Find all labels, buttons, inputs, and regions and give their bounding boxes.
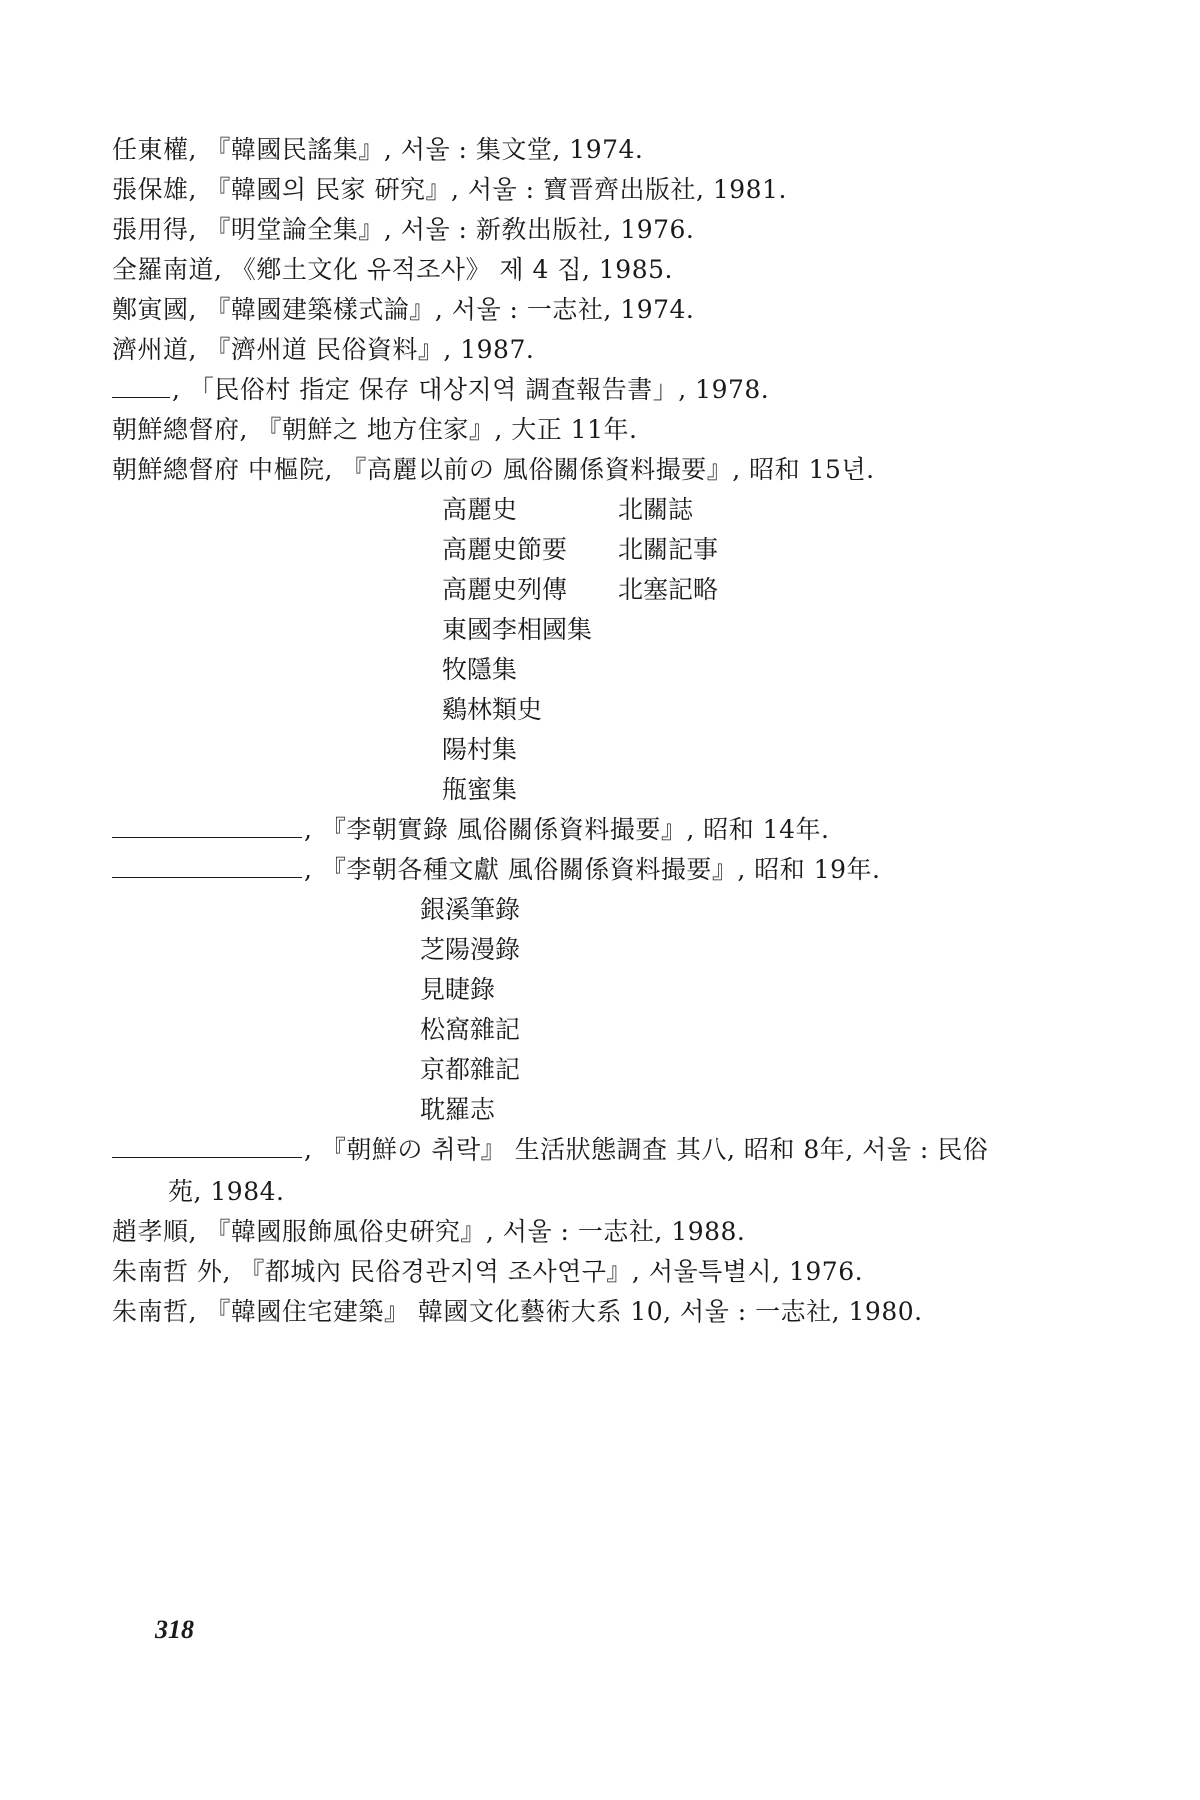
sublist-item: 甁蜜集: [442, 775, 518, 804]
page-number: 318: [155, 1615, 194, 1644]
reference-entry: 張保雄, 『韓國의 民家 硏究』, 서울 : 寶晋齊出版社, 1981.: [112, 175, 787, 204]
sublist-item: 高麗史列傳: [442, 575, 568, 604]
reference-entry: 濟州道, 『濟州道 民俗資料』, 1987.: [112, 335, 535, 364]
sublist-item: 高麗史節要: [442, 535, 568, 564]
sublist-item: 松窩雜記: [420, 1015, 521, 1044]
reference-continuation: 苑, 1984.: [168, 1177, 285, 1206]
reference-entry: 朝鮮總督府, 『朝鮮之 地方住家』, 大正 11年.: [112, 415, 638, 444]
reference-text: , 『李朝各種文獻 風俗關係資料撮要』, 昭和 19年.: [304, 855, 881, 884]
reference-entry: 朱南哲 外, 『都城內 民俗경관지역 조사연구』, 서울특별시, 1976.: [112, 1257, 864, 1286]
sublist-item: 陽村集: [442, 735, 518, 764]
reference-entry: 鄭寅國, 『韓國建築樣式論』, 서울 : 一志社, 1974.: [112, 295, 695, 324]
ditto-line: [112, 815, 302, 838]
sublist-item: 牧隱集: [442, 655, 518, 684]
reference-entry: 任東權, 『韓國民謠集』, 서울 : 集文堂, 1974.: [112, 135, 644, 164]
reference-entry: 趙孝順, 『韓國服飾風俗史硏究』, 서울 : 一志社, 1988.: [112, 1217, 746, 1246]
ditto-line: [112, 855, 302, 878]
sublist-item: 銀溪筆錄: [420, 895, 521, 924]
ditto-line: [112, 375, 170, 398]
sublist-item: 見睫錄: [420, 975, 496, 1004]
sublist-item: 東國李相國集: [442, 615, 593, 644]
reference-entry: 朝鮮總督府 中樞院, 『高麗以前の 風俗關係資料撮要』, 昭和 15년.: [112, 455, 875, 484]
reference-entry-ditto: [112, 1133, 988, 1167]
ditto-line: [112, 1135, 302, 1158]
sublist-item: 耽羅志: [420, 1095, 496, 1124]
reference-entry: 朱南哲, 『韓國住宅建築』 韓國文化藝術大系 10, 서울 : 一志社, 1980.: [112, 1297, 923, 1326]
reference-entry-ditto: [112, 373, 769, 407]
reference-entry-ditto: [112, 813, 829, 847]
sublist-item: 北關記事: [618, 535, 719, 564]
reference-entry: 張用得, 『明堂論全集』, 서울 : 新敎出版社, 1976.: [112, 215, 695, 244]
sublist-item: 芝陽漫錄: [420, 935, 521, 964]
reference-text: , 「民俗村 指定 保存 대상지역 調査報告書」, 1978.: [172, 375, 770, 404]
sublist-item: 高麗史: [442, 495, 518, 524]
reference-entry-ditto: [112, 853, 880, 887]
sublist-item: 北關誌: [618, 495, 694, 524]
sublist-item: 北塞記略: [618, 575, 719, 604]
sublist-item: 鷄林類史: [442, 695, 543, 724]
reference-text: , 『李朝實錄 風俗關係資料撮要』, 昭和 14年.: [304, 815, 830, 844]
reference-text: , 『朝鮮の 취락』 生活狀態調査 其八, 昭和 8年, 서울 : 民俗: [304, 1135, 989, 1164]
sublist-item: 京都雜記: [420, 1055, 521, 1084]
reference-entry: 全羅南道, 《鄕土文化 유적조사》 제 4 집, 1985.: [112, 255, 673, 284]
